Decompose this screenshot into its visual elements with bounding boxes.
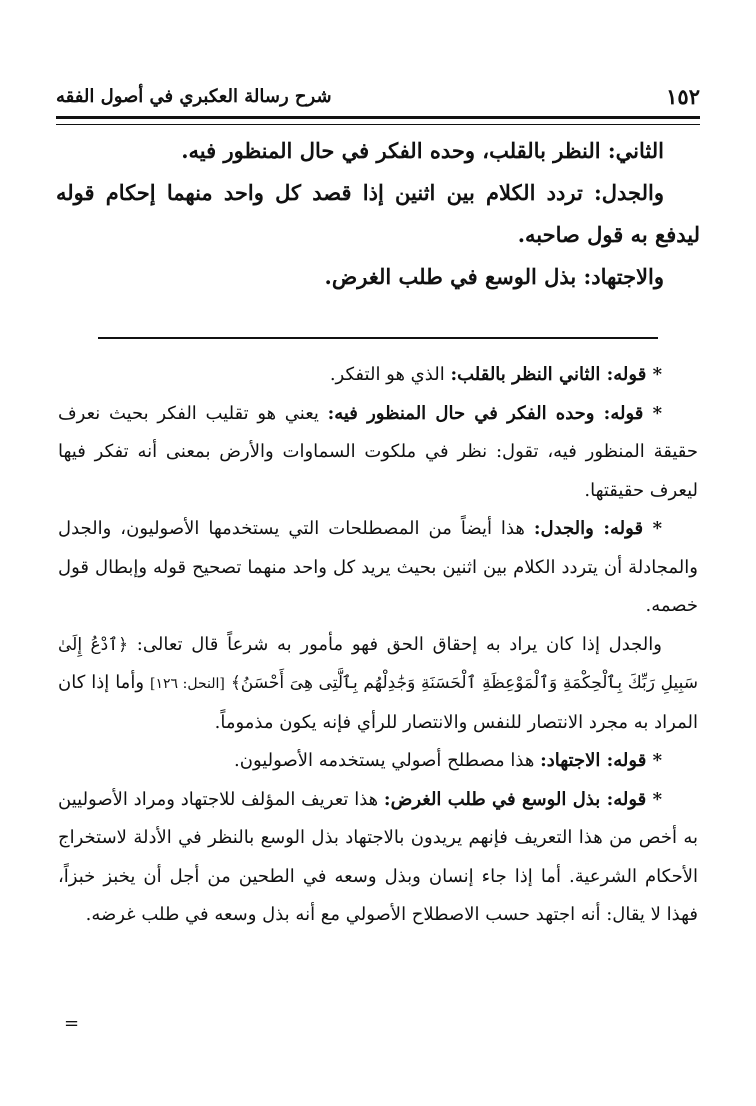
commentary-text: هذا تعريف المؤلف للاجتهاد ومراد الأصوليين به أخص من هذا التعريف فإنهم يريدون بالاجتهاد بذل الوسع بالنظر في الأدلة لاستخراج الأحكام الشرعية. أما إذا جاء إنسان وبذل وسعه في الطحين من أجل أن يخبز خبزاً، فهذا لا يقال: أنه اجتهد حسب الاصطلاح الأصولي مع أنه بذل وسعه في طلب غرضه. xyxy=(58,788,699,925)
commentary-text: وأما إذا كان المراد به مجرد الانتصار للنفس والانتصار للرأي فإنه يكون مذموماً. xyxy=(58,672,698,733)
matn-line-ijtihad: والاجتهاد: بذل الوسع في طلب الغرض. xyxy=(324,264,664,289)
original-text xyxy=(56,130,700,298)
quran-verse: ﴿ٱدْعُ إِلَىٰ سَبِيلِ رَبِّكَ بِٱلْحِكْمَةِ وَٱلْمَوْعِظَةِ ٱلْحَسَنَةِ وَجَٰدِلْهُم بِٱلَّتِى هِىَ أَحْسَنُ﴾ xyxy=(58,634,698,693)
commentary-text: الذي هو التفكر. xyxy=(329,364,451,385)
matn-line-nazar: الثاني: النظر بالقلب، وحده الفكر في حال المنظور فيه. xyxy=(181,138,664,163)
commentary-paragraph xyxy=(58,356,698,395)
running-header xyxy=(56,84,700,114)
matn-line-jadal: والجدل: تردد الكلام بين اثنين إذا قصد كل واحد منهما إحكام قوله ليدفع به قول صاحبه. xyxy=(56,180,700,247)
header-double-rule xyxy=(56,116,700,125)
page-number: ١٥٢ xyxy=(666,84,700,109)
commentary-text: يعني هو تقليب الفكر بحيث نعرف حقيقة المنظور فيه، تقول: نظر في ملكوت السماوات والأرض بمعنى أنه تفكر فيها ليعرف حقيقتها. xyxy=(58,402,698,501)
commentary-paragraph xyxy=(58,510,698,626)
commentary xyxy=(58,356,698,935)
commentary-paragraph xyxy=(58,742,698,781)
commentary-paragraph xyxy=(58,781,698,935)
commentary-lead: * قوله: الثاني النظر بالقلب: xyxy=(450,364,662,385)
commentary-lead: * قوله: وحده الفكر في حال المنظور فيه: xyxy=(327,402,662,424)
commentary-lead: * قوله: بذل الوسع في طلب الغرض: xyxy=(383,788,662,810)
commentary-lead: * قوله: والجدل: xyxy=(533,518,662,539)
commentary-paragraph xyxy=(58,626,698,743)
commentary-text: هذا أيضاً من المصطلحات التي يستخدمها الأصوليون، والجدل والمجادلة أن يتردد الكلام بين اثنين بحيث يريد كل واحد منهما تصحيح قوله وإبطال قول خصمه. xyxy=(58,518,698,616)
book-title: شرح رسالة العكبري في أصول الفقه xyxy=(56,86,332,107)
section-divider xyxy=(98,337,658,339)
commentary-text: والجدل إذا كان يراد به إحقاق الحق فهو مأمور به شرعاً قال تعالى: xyxy=(136,633,662,655)
continuation-mark: = xyxy=(64,1013,80,1034)
commentary-paragraph xyxy=(58,395,698,511)
verse-reference: [النحل: ١٢٦] xyxy=(149,676,225,692)
commentary-text: هذا مصطلح أصولي يستخدمه الأصوليون. xyxy=(234,750,541,771)
commentary-lead: * قوله: الاجتهاد: xyxy=(540,750,662,771)
